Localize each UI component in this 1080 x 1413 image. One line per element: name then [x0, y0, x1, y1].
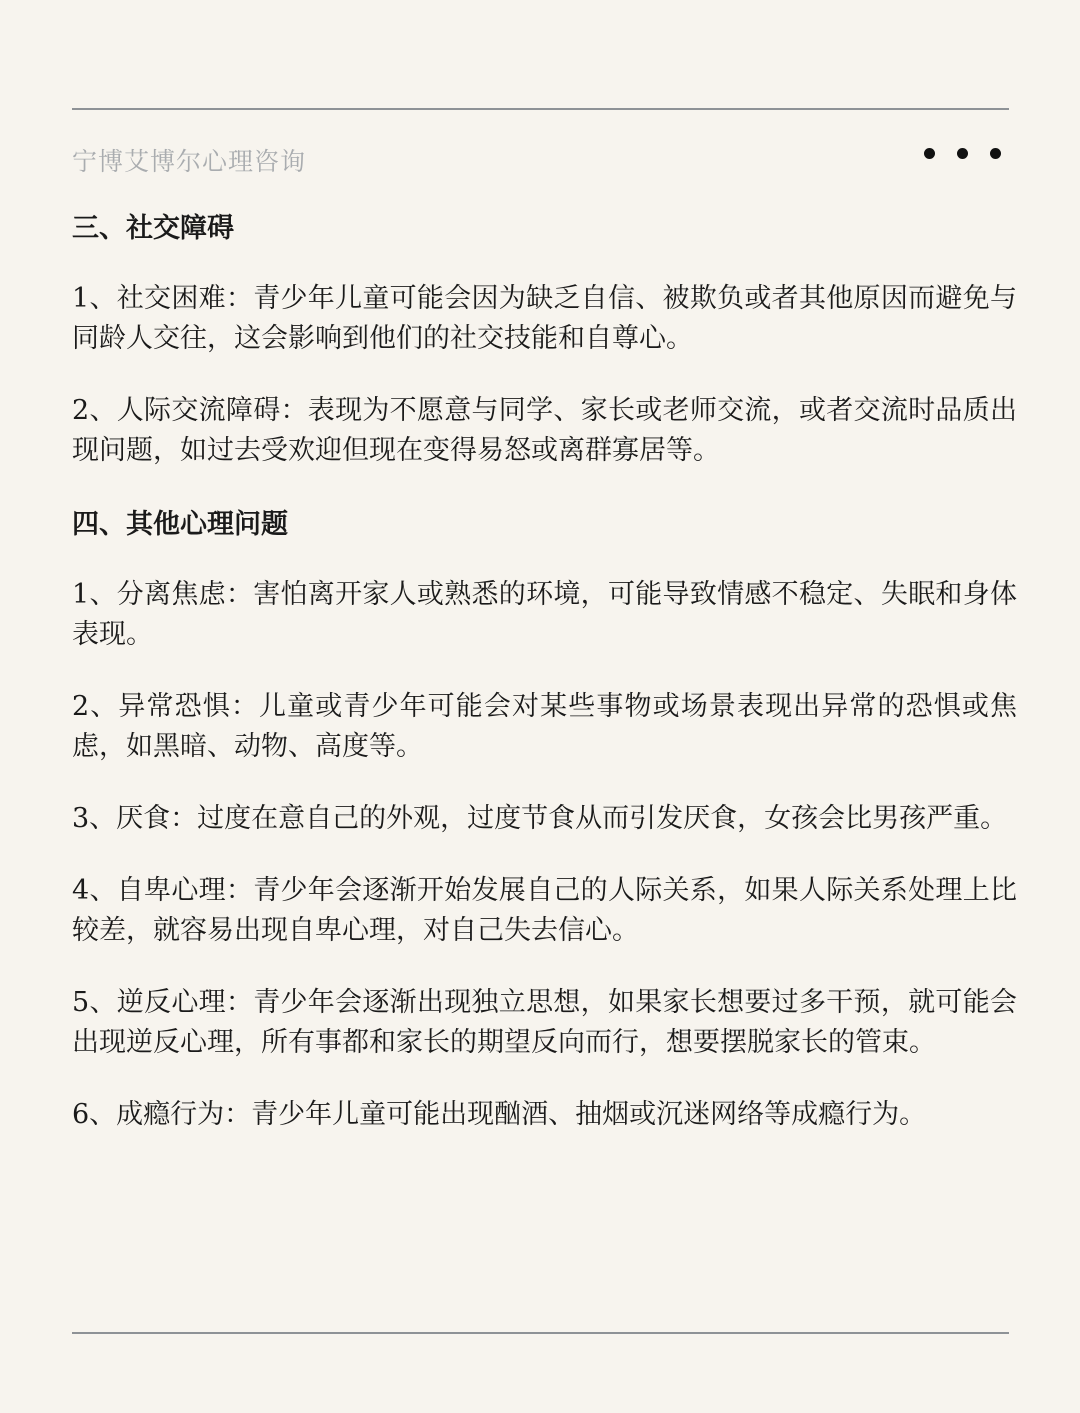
paragraph-addiction: 6、成瘾行为：青少年儿童可能出现酗酒、抽烟或沉迷网络等成瘾行为。	[72, 1099, 927, 1130]
top-divider	[72, 108, 1009, 110]
section-heading-social: 三、社交障碍	[72, 213, 234, 244]
paragraph-low-self-esteem: 4、自卑心理：青少年会逐渐开始发展自己的人际关系，如果人际关系处理上比较差，就容易出现自卑心理，对自己失去信心。	[72, 875, 1017, 946]
paragraph-communication-barrier: 2、人际交流障碍：表现为不愿意与同学、家长或老师交流，或者交流时品质出现问题，如过去受欢迎但现在变得易怒或离群寡居等。	[72, 395, 1017, 466]
paragraph-separation-anxiety: 1、分离焦虑：害怕离开家人或熟悉的环境，可能导致情感不稳定、失眠和身体表现。	[72, 579, 1017, 650]
dot	[924, 148, 935, 159]
dot	[957, 148, 968, 159]
account-name[interactable]: 宁博艾博尔心理咨询	[72, 147, 307, 176]
more-dots-icon[interactable]	[924, 148, 1001, 159]
article-body	[72, 207, 1017, 1167]
paragraph-rebellion: 5、逆反心理：青少年会逐渐出现独立思想，如果家长想要过多干预，就可能会出现逆反心理，所有事都和家长的期望反向而行，想要摆脱家长的管束。	[72, 987, 1017, 1058]
article-header	[72, 140, 1009, 180]
dot	[990, 148, 1001, 159]
paragraph-social-difficulty: 1、社交困难：青少年儿童可能会因为缺乏自信、被欺负或者其他原因而避免与同龄人交往，这会影响到他们的社交技能和自尊心。	[72, 283, 1017, 354]
paragraph-anorexia: 3、厌食：过度在意自己的外观，过度节食从而引发厌食，女孩会比男孩严重。	[72, 803, 1008, 834]
bottom-divider	[72, 1332, 1009, 1334]
section-heading-other: 四、其他心理问题	[72, 509, 288, 540]
paragraph-abnormal-fear: 2、异常恐惧：儿童或青少年可能会对某些事物或场景表现出异常的恐惧或焦虑，如黑暗、动物、高度等。	[72, 691, 1017, 762]
